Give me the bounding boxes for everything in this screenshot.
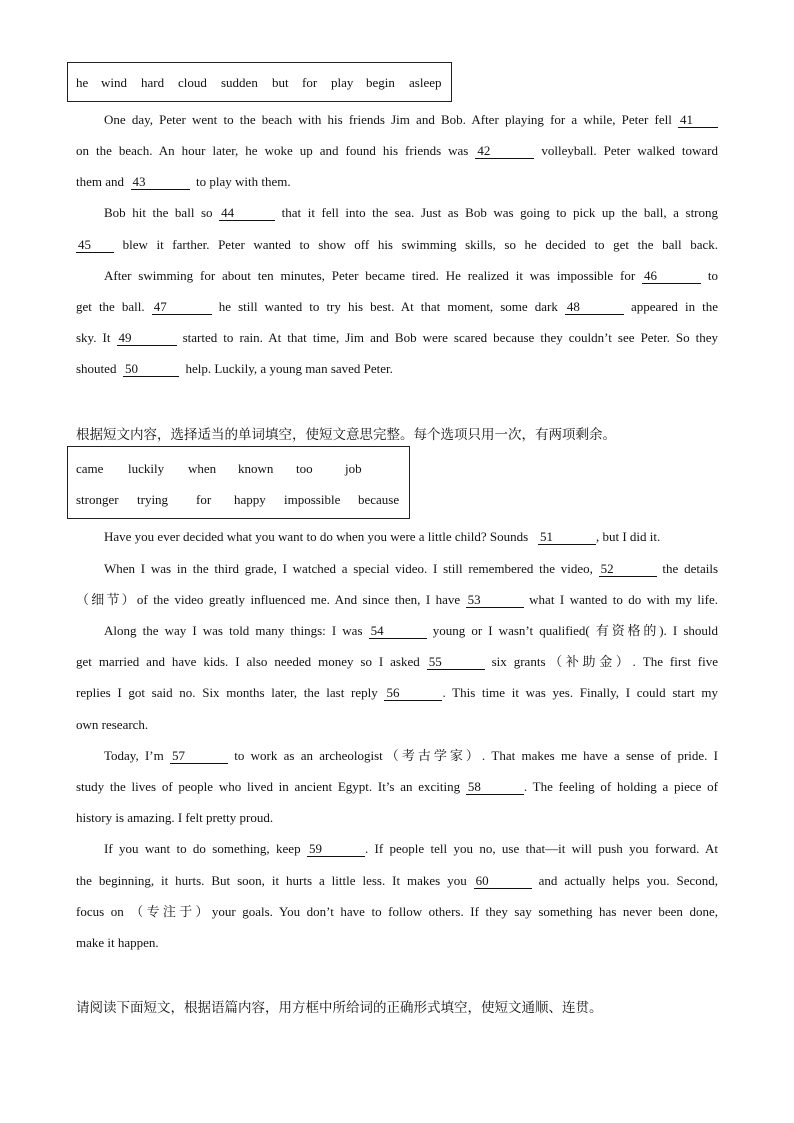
word-option: because: [358, 492, 400, 507]
passage1-line: Bob hit the ball so 44 that it fell into the sea. Just as Bob was going to pick up the ball, a strong: [104, 205, 719, 220]
answer-blank[interactable]: 53: [466, 593, 524, 608]
section-instruction: 根据短文内容，选择适当的单词填空，使短文意思完整。每个选项只用一次，有两项剩余。: [76, 427, 616, 443]
word-option: trying: [137, 492, 169, 507]
passage1-line: One day, Peter went to the beach with his friends Jim and Bob. After playing for a while, Peter fell 41: [104, 111, 718, 128]
answer-blank[interactable]: 46: [642, 269, 701, 284]
answer-blank[interactable]: 42: [475, 144, 534, 159]
answer-blank[interactable]: 56: [384, 686, 442, 701]
word-box-1: [67, 62, 452, 102]
word-option: when: [188, 461, 217, 476]
passage2-line: Along the way I was told many things: I was 54 young or I wasn’t qualified( 有资格的). I should: [104, 623, 719, 638]
word-option: impossible: [284, 492, 341, 507]
answer-blank[interactable]: 54: [369, 624, 427, 639]
answer-blank[interactable]: 60: [474, 874, 532, 889]
passage2-line: make it happen.: [76, 935, 159, 950]
word-option: luckily: [128, 461, 165, 476]
answer-blank[interactable]: 58: [466, 780, 524, 795]
answer-blank[interactable]: 43: [131, 175, 190, 190]
word-option: sudden: [221, 75, 258, 90]
passage2-line: history is amazing. I felt pretty proud.: [76, 810, 274, 825]
passage2-line: focus on （专注于）your goals. You don’t have to follow others. If they say something has never been done,: [76, 904, 718, 919]
answer-blank[interactable]: 50: [123, 362, 179, 377]
answer-blank[interactable]: 59: [307, 842, 365, 857]
word-option: begin: [366, 75, 395, 90]
word-option: happy: [234, 492, 266, 507]
word-option: known: [238, 461, 274, 476]
word-option: too: [296, 461, 313, 476]
passage2-line: study the lives of people who lived in ancient Egypt. It’s an exciting 58 . The feeling of holding a piece of: [76, 779, 718, 794]
word-option: for: [302, 75, 318, 90]
passage2-line: If you want to do something, keep 59 . If people tell you no, use that—it will push you forward. At: [104, 841, 719, 856]
answer-blank[interactable]: 47: [152, 300, 212, 315]
word-option: hard: [141, 75, 165, 90]
passage2-line: the beginning, it hurts. But soon, it hurts a little less. It makes you 60 and actually helps you. Second,: [76, 873, 719, 888]
passage2-line: get married and have kids. I also needed money so I asked 55 six grants（补助金）. The first five: [76, 654, 719, 669]
passage1-line: on the beach. An hour later, he woke up and found his friends was 42 volleyball. Peter walked toward: [76, 143, 719, 158]
answer-blank[interactable]: 44: [219, 206, 275, 221]
word-option: cloud: [178, 75, 207, 90]
passage1-line: 45 blew it farther. Peter wanted to show off his swimming skills, so he decided to get the ball back.: [78, 237, 719, 252]
word-option: play: [331, 75, 354, 90]
answer-blank[interactable]: 41: [678, 113, 718, 128]
answer-blank[interactable]: 55: [427, 655, 485, 670]
answer-blank[interactable]: 49: [117, 331, 177, 346]
answer-blank[interactable]: 48: [565, 300, 624, 315]
passage1-line: sky. It 49 started to rain. At that time, Jim and Bob were scared because they couldn’t see Peter. So they: [76, 330, 719, 345]
passage1-line: get the ball. 47 he still wanted to try his best. At that moment, some dark 48 appeared in the: [76, 299, 719, 314]
word-option: he: [76, 75, 89, 90]
passage1-line: shouted 50 help. Luckily, a young man saved Peter.: [76, 361, 393, 376]
word-option: stronger: [76, 492, 119, 507]
passage2-line: Today, I’m 57 to work as an archeologist（考古学家）. That makes me have a sense of pride. I: [104, 748, 719, 763]
word-option: came: [76, 461, 104, 476]
passage1-line: After swimming for about ten minutes, Peter became tired. He realized it was impossible for 46 to: [104, 268, 718, 283]
word-option: asleep: [409, 75, 442, 90]
passage2-line: （细节）of the video greatly influenced me. And since then, I have 53 what I wanted to do with my life.: [76, 592, 719, 607]
passage1-line: them and 43 to play with them.: [76, 174, 291, 189]
word-option: wind: [101, 75, 127, 90]
word-box-2: [67, 446, 410, 519]
word-option: job: [345, 461, 362, 476]
answer-blank[interactable]: 45: [76, 238, 114, 253]
passage2-line: own research.: [76, 717, 149, 732]
passage2-line: When I was in the third grade, I watched a special video. I still remembered the video, 52 the details: [104, 561, 718, 576]
word-option: for: [196, 492, 212, 507]
answer-blank[interactable]: 51: [538, 530, 596, 545]
word-option: but: [272, 75, 289, 90]
section-instruction: 请阅读下面短文，根据语篇内容，用方框中所给词的正确形式填空，使短文通顺、连贯。: [76, 1000, 603, 1016]
passage2-line: replies I got said no. Six months later, the last reply 56 . This time it was yes. Finally, I could start my: [76, 685, 718, 700]
passage2-line: Have you ever decided what you want to do when you were a little child? Sounds 51 , but I did it.: [104, 529, 661, 544]
answer-blank[interactable]: 52: [599, 562, 657, 577]
answer-blank[interactable]: 57: [170, 749, 228, 764]
